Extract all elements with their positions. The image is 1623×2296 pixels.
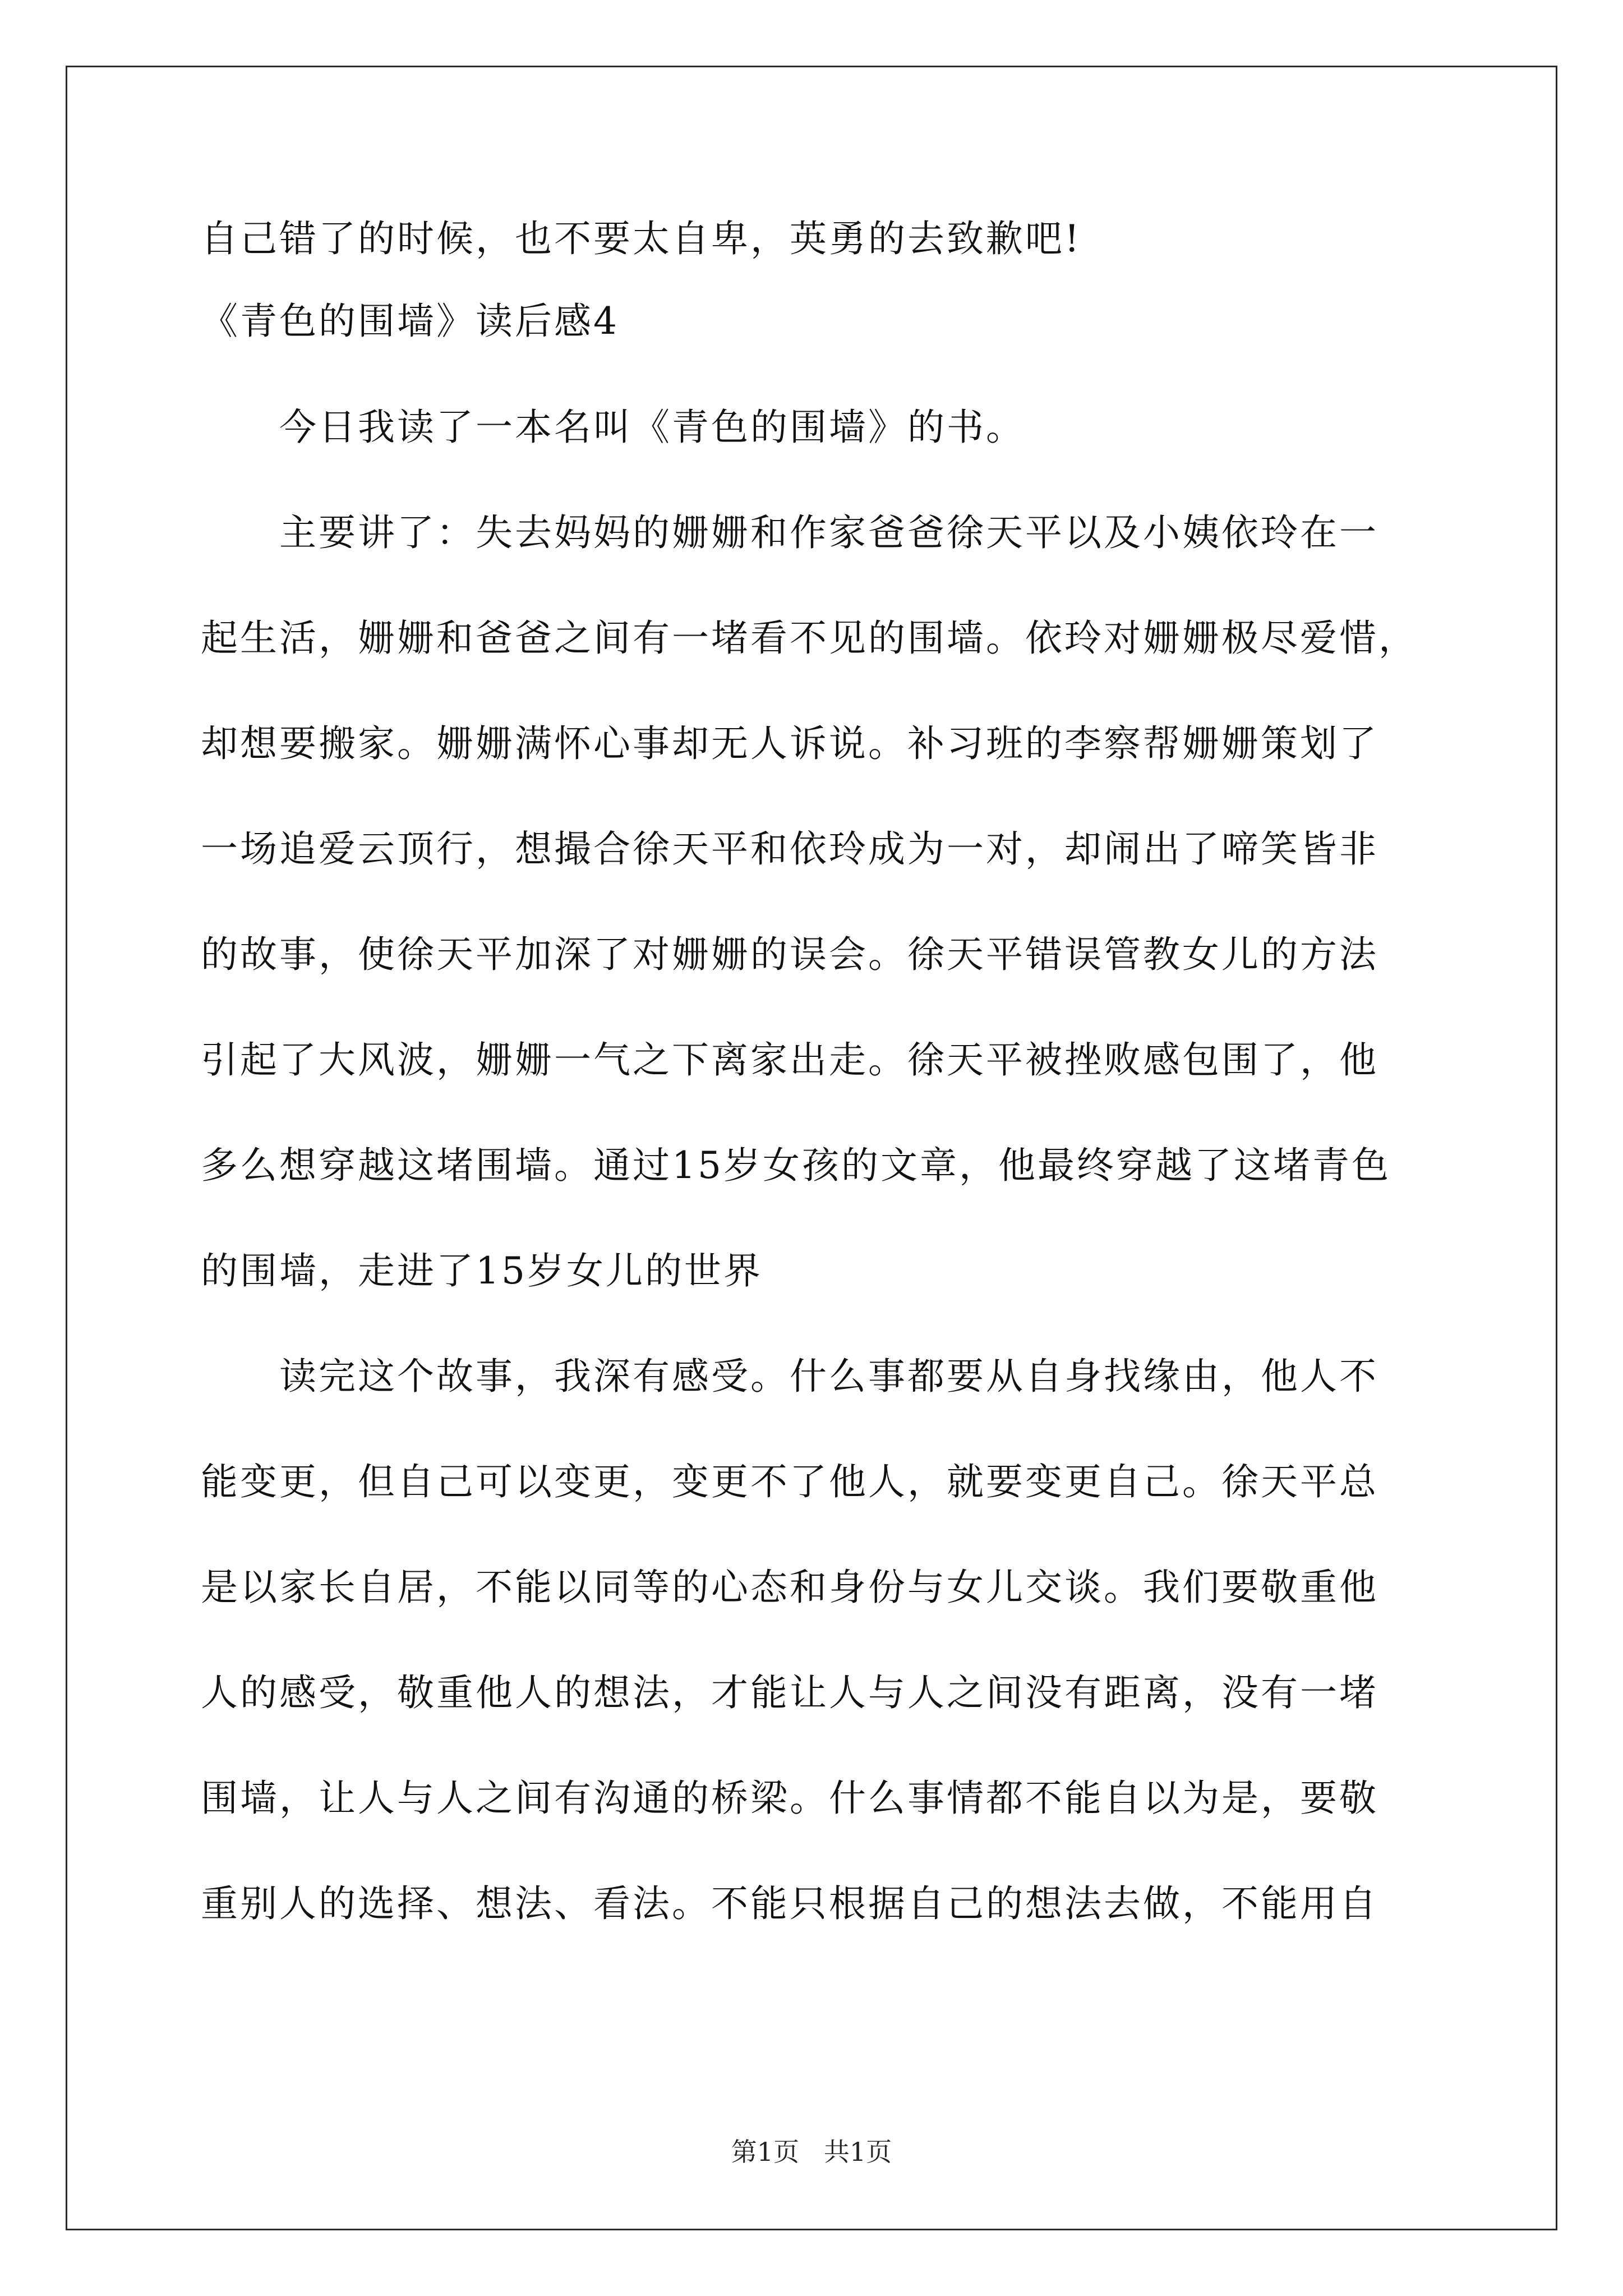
text-line-7: 一场追爱云顶行，想撮合徐天平和依玲成为一对，却闹出了啼笑皆非: [201, 827, 1378, 871]
text-line-1: 自己错了的时候，也不要太自卑，英勇的去致歉吧!: [201, 217, 1082, 260]
text-line-11: 的围墙，走进了15岁女儿的世界: [201, 1249, 763, 1292]
page-number-footer: 第1页 共1页: [731, 2137, 892, 2167]
text-line-9: 引起了大风波，姗姗一气之下离家出走。徐天平被挫败感包围了，他: [201, 1038, 1378, 1082]
text-line-5: 起生活，姗姗和爸爸之间有一堵看不见的围墙。依玲对姗姗极尽爱惜，: [201, 616, 1418, 660]
text-line-10: 多么想穿越这堵围墙。通过15岁女孩的文章，他最终穿越了这堵青色: [201, 1144, 1391, 1187]
text-line-8: 的故事，使徐天平加深了对姗姗的误会。徐天平错误管教女儿的方法: [201, 933, 1378, 976]
essay-heading: 《青色的围墙》读后感4: [201, 300, 619, 343]
text-line-12: 读完这个故事，我深有感受。什么事都要从自身找缘由，他人不: [279, 1355, 1378, 1398]
text-line-14: 是以家长自居，不能以同等的心态和身份与女儿交谈。我们要敬重他: [201, 1566, 1378, 1609]
text-line-6: 却想要搬家。姗姗满怀心事却无人诉说。补习班的李察帮姗姗策划了: [201, 722, 1378, 765]
text-line-15: 人的感受，敬重他人的想法，才能让人与人之间没有距离，没有一堵: [201, 1671, 1378, 1714]
text-line-16: 围墙，让人与人之间有沟通的桥梁。什么事情都不能自以为是，要敬: [201, 1777, 1378, 1820]
text-line-17: 重别人的选择、想法、看法。不能只根据自己的想法去做，不能用自: [201, 1882, 1378, 1925]
text-line-3: 今日我读了一本名叫《青色的围墙》的书。: [279, 406, 1025, 449]
text-line-13: 能变更，但自己可以变更，变更不了他人，就要变更自己。徐天平总: [201, 1460, 1378, 1503]
text-line-4: 主要讲了：失去妈妈的姗姗和作家爸爸徐天平以及小姨依玲在一: [279, 511, 1378, 554]
